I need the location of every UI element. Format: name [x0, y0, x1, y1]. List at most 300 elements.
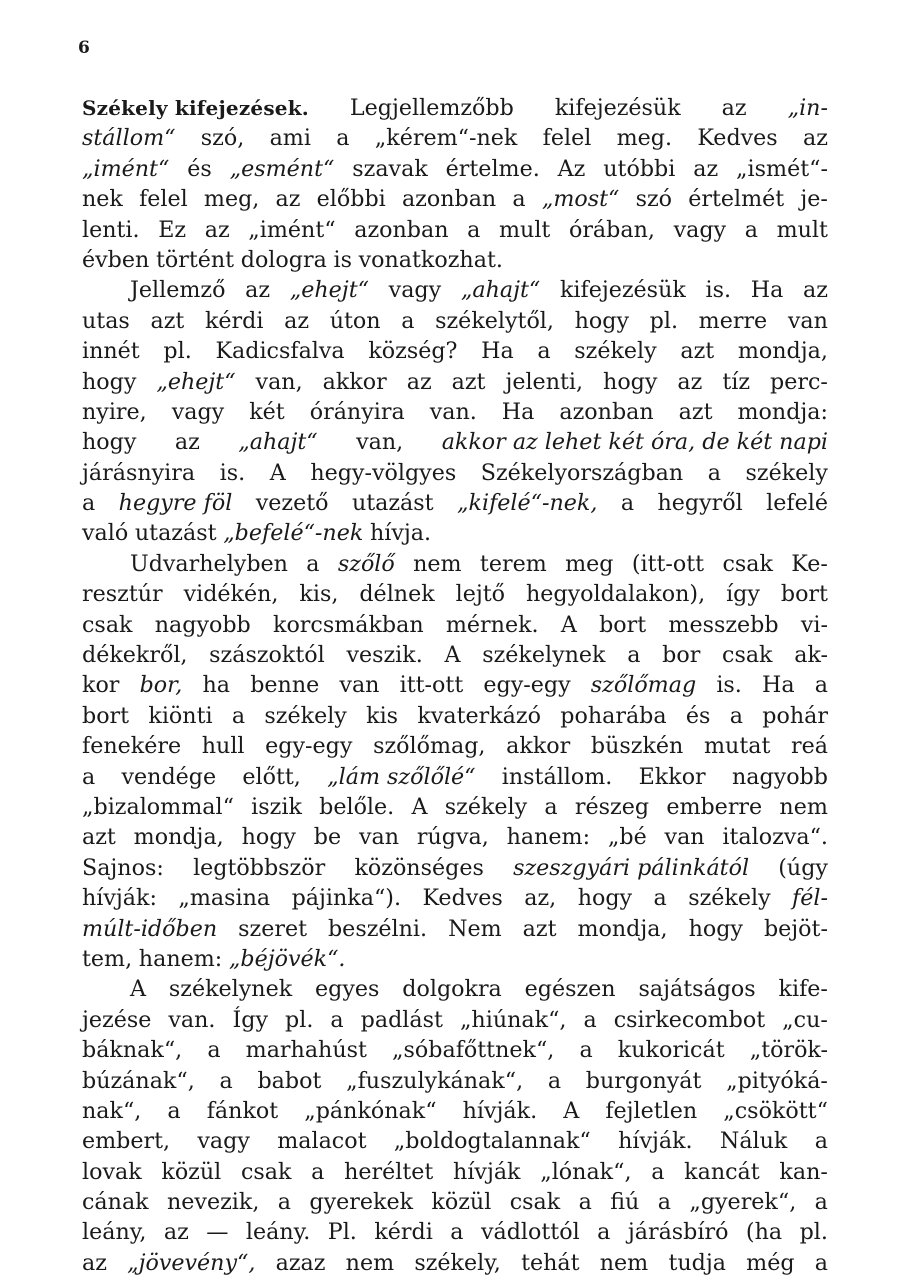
- word: a: [579, 1037, 593, 1064]
- word: vagy: [171, 398, 225, 425]
- word: pohár: [762, 702, 828, 729]
- word: azaz: [275, 1249, 326, 1276]
- word: terem: [479, 550, 547, 577]
- word: (ha: [745, 1219, 783, 1246]
- word: nagyobb: [154, 611, 251, 638]
- word: Náluk: [719, 1128, 788, 1155]
- word: közül: [161, 1158, 222, 1185]
- text-line: [82, 518, 828, 548]
- word: bejöt-: [763, 915, 828, 942]
- word: utóbbi: [603, 155, 676, 182]
- word: tehát: [521, 1249, 580, 1276]
- word: székely: [688, 885, 771, 912]
- word: „ismét“-: [736, 155, 828, 182]
- word: székely: [745, 459, 828, 486]
- word: Sajnos:: [82, 854, 164, 881]
- word: tem,: [82, 945, 133, 972]
- word: vidékén,: [183, 581, 279, 608]
- word: kvaterkázó: [417, 702, 541, 729]
- word: Ekkor: [638, 763, 706, 790]
- word: a: [547, 1067, 562, 1094]
- word: vagy: [388, 277, 442, 304]
- word: csak: [240, 1158, 292, 1185]
- word: közönséges: [354, 854, 484, 881]
- word: szavak: [352, 155, 428, 182]
- text-line: [82, 427, 828, 457]
- word: Jellemző: [130, 277, 226, 304]
- word: a: [814, 1249, 828, 1276]
- word: mult: [776, 216, 828, 243]
- word: nak“,: [82, 1097, 142, 1124]
- word: nem: [345, 1249, 395, 1276]
- word: „sóbafőttnek“,: [392, 1037, 555, 1064]
- word: székely,: [414, 1249, 501, 1276]
- word: két: [249, 398, 285, 425]
- text-line: [82, 184, 828, 214]
- word: „bé: [607, 824, 647, 851]
- word: székelynek: [168, 976, 293, 1003]
- word: veszik.: [346, 642, 423, 669]
- word: Kadicsfalva: [215, 338, 345, 365]
- text-line: [82, 1187, 828, 1217]
- word: hegy-völgyes: [310, 459, 457, 486]
- word: leány,: [82, 1219, 147, 1246]
- text-line: [82, 93, 828, 123]
- word: az: [284, 307, 310, 334]
- word: büszkén: [590, 733, 684, 760]
- word: lovak: [82, 1158, 142, 1185]
- word: meg,: [203, 186, 260, 213]
- word: lejtő: [455, 581, 505, 608]
- word: emberre: [666, 793, 763, 820]
- word: azt: [522, 915, 557, 942]
- word: a: [653, 885, 667, 912]
- word: a: [336, 125, 350, 152]
- word: a: [597, 1219, 611, 1246]
- word: meg.: [616, 125, 673, 152]
- word: van.: [168, 1006, 216, 1033]
- word: a: [814, 1128, 828, 1155]
- word: A: [130, 976, 147, 1003]
- word: a: [167, 1097, 181, 1124]
- word: fenekére: [82, 733, 182, 760]
- word: Udvarhelyben: [130, 550, 288, 577]
- word: a: [219, 1067, 233, 1094]
- word: dékekről,: [82, 642, 188, 669]
- word: Ez: [158, 216, 187, 243]
- word: „ahajt“: [238, 429, 318, 456]
- word: értelme.: [445, 155, 540, 182]
- word: instállom.: [501, 763, 613, 790]
- word: Székely kifejezések.: [82, 96, 309, 120]
- word: az: [163, 1219, 189, 1246]
- word: „ahajt“: [460, 277, 541, 304]
- word: kifejezésük: [559, 277, 686, 304]
- word: mutat: [703, 733, 771, 760]
- word: Kedves: [697, 125, 778, 152]
- word: reá: [791, 733, 828, 760]
- text-line: [82, 1035, 828, 1065]
- word: „pánkónak“: [304, 1097, 437, 1124]
- word: nyire,: [82, 398, 147, 425]
- word: évben: [82, 246, 150, 273]
- word: vagy: [673, 216, 727, 243]
- text-line: [82, 792, 828, 822]
- text-line: [82, 1096, 828, 1126]
- word: Pl.: [327, 1219, 357, 1246]
- word: kiönti: [148, 702, 213, 729]
- text-line: [82, 701, 828, 731]
- word: „esmént“: [229, 155, 335, 182]
- text-line: [82, 458, 828, 488]
- word: nem: [599, 1249, 649, 1276]
- text-line: [82, 1066, 828, 1096]
- word: sajátságos: [638, 976, 756, 1003]
- text-line: [82, 1005, 828, 1035]
- word: „in-: [787, 95, 828, 121]
- word: meg: [565, 550, 614, 577]
- word: részeg: [574, 793, 650, 820]
- word: utazást: [134, 520, 217, 547]
- text-line: [82, 822, 828, 852]
- word: kife-: [778, 976, 828, 1003]
- word: és: [187, 155, 212, 182]
- word: malacot: [277, 1128, 367, 1155]
- word: (itt-ott: [631, 550, 705, 577]
- word: azt: [678, 398, 713, 425]
- word: A: [563, 1097, 580, 1124]
- word: „csökött“: [723, 1097, 828, 1124]
- word: van.: [429, 398, 477, 425]
- word: azt: [82, 824, 116, 851]
- word: csak: [509, 1189, 561, 1216]
- word: nevezik,: [167, 1189, 260, 1216]
- word: szőlőmag,: [373, 733, 486, 760]
- text-line: [82, 670, 828, 700]
- word: csak: [722, 550, 773, 577]
- word: A: [444, 642, 461, 669]
- text-line: [82, 306, 828, 336]
- word: van: [664, 824, 705, 851]
- word: benne: [250, 672, 320, 699]
- word: mondja,: [133, 824, 224, 851]
- word: azt: [451, 368, 486, 395]
- word: kifejezésük: [554, 95, 681, 121]
- word: „török-: [749, 1037, 828, 1064]
- word: burgonyát: [585, 1067, 702, 1094]
- word: a: [537, 338, 551, 365]
- word: korcsmákban: [273, 611, 424, 638]
- word: a: [401, 307, 415, 334]
- word: resztúr: [82, 581, 163, 608]
- text-line: [82, 1248, 828, 1278]
- word: be: [313, 824, 342, 851]
- word: Nem: [448, 915, 502, 942]
- text-line: [82, 154, 828, 184]
- word: itt-ott: [399, 672, 464, 699]
- word: pl.: [285, 1006, 314, 1033]
- word: vonatkozhat.: [358, 246, 503, 273]
- word: „imént“: [82, 155, 170, 182]
- word: a: [82, 763, 96, 790]
- word: „ehejt“: [156, 368, 236, 395]
- text-line: [82, 1217, 828, 1247]
- word: gyerekek: [309, 1189, 414, 1216]
- word: „pityóká-: [726, 1067, 828, 1094]
- word: hull: [201, 733, 245, 760]
- word: az: [406, 368, 432, 395]
- word: így: [726, 581, 760, 608]
- word: „gyerek“,: [689, 1189, 797, 1216]
- word: székely: [574, 338, 657, 365]
- word: fél-: [792, 885, 828, 912]
- word: az: [803, 277, 828, 304]
- word: a: [82, 490, 96, 517]
- word: az: [677, 368, 703, 395]
- word: „most“: [541, 186, 620, 213]
- word: A: [411, 793, 428, 820]
- word: „masina: [178, 885, 271, 912]
- word: van,: [255, 368, 303, 395]
- text-line: [82, 215, 828, 245]
- text-line: [82, 367, 828, 397]
- word: Legjellemzőbb: [349, 95, 514, 121]
- word: búzának“,: [82, 1067, 195, 1094]
- word: Ha: [501, 398, 535, 425]
- word: a: [512, 186, 526, 213]
- word: hogy: [82, 429, 137, 456]
- word: (úgy: [778, 854, 828, 881]
- word: az: [82, 1249, 107, 1276]
- word: tíz: [722, 368, 751, 395]
- word: heréltet: [344, 1158, 434, 1185]
- word: Ha: [750, 277, 784, 304]
- word: Így: [232, 1006, 269, 1033]
- word: órában,: [568, 216, 655, 243]
- word: és: [685, 702, 711, 729]
- word: pl.: [163, 338, 192, 365]
- word: marhahúst: [245, 1037, 367, 1064]
- word: Ha: [481, 338, 514, 365]
- word: Ke-: [791, 550, 828, 577]
- word: a: [651, 1158, 665, 1185]
- word: A: [560, 611, 577, 638]
- word: a: [627, 642, 641, 669]
- word: a: [330, 1006, 344, 1033]
- word: Az: [557, 155, 586, 182]
- word: a: [207, 1037, 221, 1064]
- word: „béjövék“.: [228, 945, 346, 972]
- word: lenti.: [82, 216, 140, 243]
- word: értelmét: [688, 186, 785, 213]
- word: belőle.: [319, 793, 395, 820]
- word: mondja:: [737, 398, 828, 425]
- word: „befelé“-nek: [223, 520, 364, 547]
- text-line: [82, 275, 828, 305]
- word: való: [82, 520, 129, 547]
- text-line: [82, 488, 828, 518]
- word: csirkecombot: [613, 1006, 766, 1033]
- word: az,: [524, 885, 557, 912]
- word: hogy: [688, 915, 743, 942]
- word: a: [311, 1158, 325, 1185]
- word: hogy: [574, 307, 629, 334]
- word: akkor az lehet két óra, de két napi: [441, 429, 828, 456]
- word: fejletlen: [605, 1097, 698, 1124]
- word: je-: [800, 186, 828, 213]
- word: szeret: [238, 915, 307, 942]
- word: is.: [219, 459, 246, 486]
- word: előtt,: [242, 763, 301, 790]
- word: fánkot: [206, 1097, 279, 1124]
- word: kérdi: [374, 1219, 433, 1246]
- word: is: [333, 246, 352, 273]
- word: bort: [780, 581, 828, 608]
- word: szó: [635, 186, 673, 213]
- word: hívják:: [82, 885, 157, 912]
- word: hegyre föl: [118, 490, 233, 517]
- text-line: [82, 123, 828, 153]
- word: Székelyországban: [480, 459, 684, 486]
- word: beszélni.: [327, 915, 428, 942]
- word: egyes: [315, 976, 380, 1003]
- word: hogy: [82, 368, 137, 395]
- body-text: [82, 93, 828, 1278]
- word: hegyoldalakon),: [525, 581, 706, 608]
- word: a: [814, 672, 828, 699]
- word: nem: [413, 550, 462, 577]
- word: azonban: [354, 216, 449, 243]
- word: felel: [139, 186, 188, 213]
- word: van: [358, 824, 400, 851]
- word: vezető: [255, 490, 329, 517]
- word: akkor: [322, 368, 387, 395]
- page-number: 6: [78, 38, 90, 58]
- word: az: [693, 155, 719, 182]
- word: az: [204, 216, 230, 243]
- word: a: [306, 550, 320, 577]
- word: ak-: [794, 642, 828, 669]
- text-line: [82, 731, 828, 761]
- word: akkor: [506, 733, 571, 760]
- word: „imént“: [248, 216, 336, 243]
- word: van: [787, 307, 828, 334]
- word: székely: [264, 702, 347, 729]
- word: hogy: [241, 824, 296, 851]
- word: bort: [82, 702, 130, 729]
- word: „hiúnak“,: [459, 1006, 567, 1033]
- word: hívja.: [369, 520, 432, 547]
- word: bort: [599, 611, 647, 638]
- word: vi-: [800, 611, 828, 638]
- word: előbbi: [316, 186, 386, 213]
- word: ami: [269, 125, 311, 152]
- word: van: [339, 672, 380, 699]
- word: jelenti,: [505, 368, 584, 395]
- word: a: [620, 490, 635, 517]
- word: iszik: [251, 793, 302, 820]
- text-line: [82, 944, 828, 974]
- word: a: [450, 1219, 464, 1246]
- word: babot: [257, 1067, 322, 1094]
- word: nagyobb: [731, 763, 828, 790]
- word: kis,: [299, 581, 339, 608]
- word: az: [245, 277, 271, 304]
- word: kancát: [684, 1158, 760, 1185]
- word: hívják.: [462, 1097, 538, 1124]
- word: járásnyira: [82, 459, 196, 486]
- word: Ha: [762, 672, 795, 699]
- word: az: [174, 429, 200, 456]
- word: Kedves: [422, 885, 503, 912]
- word: mult: [499, 216, 551, 243]
- word: rúgva,: [416, 824, 489, 851]
- word: azt: [150, 307, 185, 334]
- word: kukoricát: [617, 1037, 725, 1064]
- word: pájinka“).: [291, 885, 402, 912]
- word: vendége: [121, 763, 217, 790]
- text-line: [82, 549, 828, 579]
- word: innét: [82, 338, 140, 365]
- word: úton: [329, 307, 381, 334]
- word: hegyről: [657, 490, 743, 517]
- word: báknak“,: [82, 1037, 183, 1064]
- word: felel: [542, 125, 592, 152]
- text-line: [82, 610, 828, 640]
- word: azt: [680, 338, 715, 365]
- word: lefelé: [766, 490, 828, 517]
- word: az: [275, 186, 301, 213]
- word: padlást: [360, 1006, 443, 1033]
- word: stállom“: [82, 125, 176, 152]
- word: utazást: [351, 490, 434, 517]
- word: a: [277, 1189, 292, 1216]
- word: mondja,: [737, 338, 828, 365]
- word: hanem:: [138, 945, 223, 972]
- word: legtöbbször: [193, 854, 326, 881]
- word: messzebb: [668, 611, 779, 638]
- word: hanem:: [506, 824, 591, 851]
- word: hogy: [603, 368, 658, 395]
- word: „lónak“,: [540, 1158, 632, 1185]
- word: kis: [366, 702, 399, 729]
- word: is.: [705, 277, 732, 304]
- text-line: [82, 1157, 828, 1187]
- text-line: [82, 974, 828, 1004]
- word: kor: [82, 672, 120, 699]
- text-line: [82, 245, 828, 275]
- word: pl.: [799, 1219, 828, 1246]
- word: „boldogtalannak“: [393, 1128, 591, 1155]
- word: szőlőmag: [590, 672, 697, 699]
- word: hívják.: [618, 1128, 693, 1155]
- text-line: [82, 579, 828, 609]
- word: „fuszulykának“,: [346, 1067, 524, 1094]
- word: egy-egy: [483, 672, 571, 699]
- word: —: [206, 1219, 229, 1246]
- word: utas: [82, 307, 130, 334]
- word: múlt-időben: [82, 915, 218, 942]
- word: község?: [368, 338, 458, 365]
- word: órányira: [309, 398, 405, 425]
- word: bor: [662, 642, 701, 669]
- word: is.: [716, 672, 742, 699]
- word: délnek: [359, 581, 435, 608]
- word: székelynek: [482, 642, 606, 669]
- word: a: [467, 216, 481, 243]
- text-line: [82, 640, 828, 670]
- word: székelytől,: [435, 307, 554, 334]
